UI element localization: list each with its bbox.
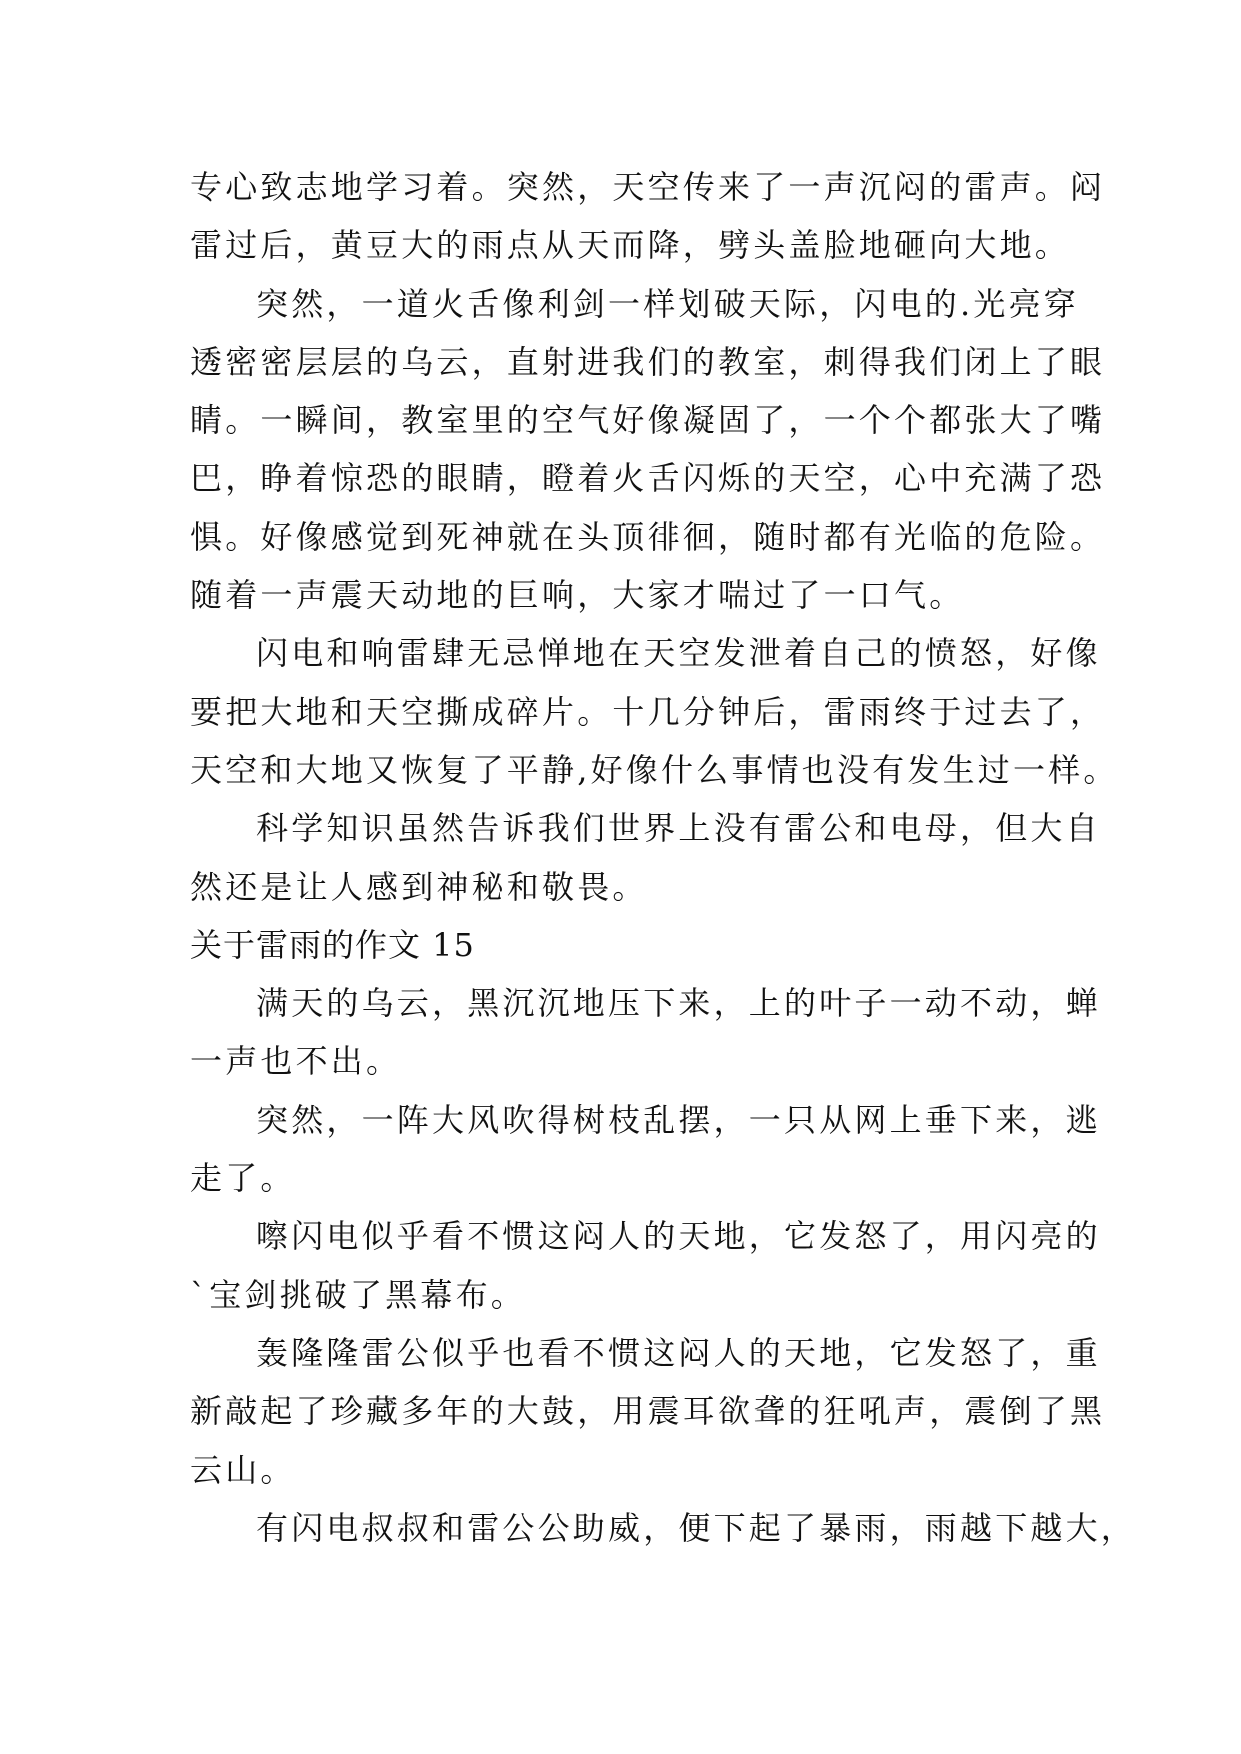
text-line: 嚓闪电似乎看不惯这闷人的天地，它发怒了，用闪亮的 [256,1217,1101,1256]
paragraph [190,974,1101,1091]
text-line: 透密密层层的乌云，直射进我们的教室，刺得我们闭上了眼 [190,342,1106,381]
text-line: 闪电和响雷肆无忌惮地在天空发泄着自己的愤怒，好像 [256,634,1101,673]
paragraph [190,1499,1137,1557]
text-line: 要把大地和天空撕成碎片。十几分钟后，雷雨终于过去了， [190,692,1106,731]
paragraph [190,624,1119,799]
text-line: 满天的乌云，黑沉沉地压下来，上的叶子一动不动，蝉 [256,984,1101,1023]
text-line: 然还是让人感到神秘和敬畏。 [190,867,648,906]
document-body [190,158,1137,1557]
paragraph [190,158,1106,275]
text-line: 云山。 [190,1450,296,1489]
paragraph [190,1207,1101,1324]
paragraph [190,275,1106,625]
paragraph [190,1091,1101,1208]
text-line: 巴，睁着惊恐的眼睛，瞪着火舌闪烁的天空，心中充满了恐 [190,459,1106,498]
text-line: 轰隆隆雷公似乎也看不惯这闷人的天地，它发怒了，重 [256,1333,1101,1372]
text-line: 随着一声震天动地的巨响，大家才喘过了一口气。 [190,576,965,615]
text-line: 雷过后，黄豆大的雨点从天而降，劈头盖脸地砸向大地。 [190,226,1071,265]
text-line: `宝剑挑破了黑幕布。 [190,1275,527,1314]
text-line: 有闪电叔叔和雷公公助威，便下起了暴雨，雨越下越大， [256,1508,1137,1547]
text-line: 走了。 [190,1159,296,1198]
text-line: 一声也不出。 [190,1042,402,1081]
text-line: 天空和大地又恢复了平静,好像什么事情也没有发生过一样。 [190,750,1119,789]
text-line: 睛。一瞬间，教室里的空气好像凝固了，一个个都张大了嘴 [190,401,1106,440]
text-line: 突然，一道火舌像利剑一样划破天际，闪电的.光亮穿 [256,284,1079,323]
text-line: 突然，一阵大风吹得树枝乱摆，一只从网上垂下来，逃 [256,1100,1101,1139]
text-line: 新敲起了珍藏多年的大鼓，用震耳欲聋的狂吼声，震倒了黑 [190,1392,1106,1431]
paragraph [190,799,1101,916]
text-line: 科学知识虽然告诉我们世界上没有雷公和电母，但大自 [256,809,1101,848]
text-line: 专心致志地学习着。突然，天空传来了一声沉闷的雷声。闷 [190,168,1106,206]
paragraph [190,1324,1106,1499]
section-heading: 关于雷雨的作文 15 [190,925,475,964]
text-line: 惧。好像感觉到死神就在头顶徘徊，随时都有光临的危险。 [190,517,1106,556]
